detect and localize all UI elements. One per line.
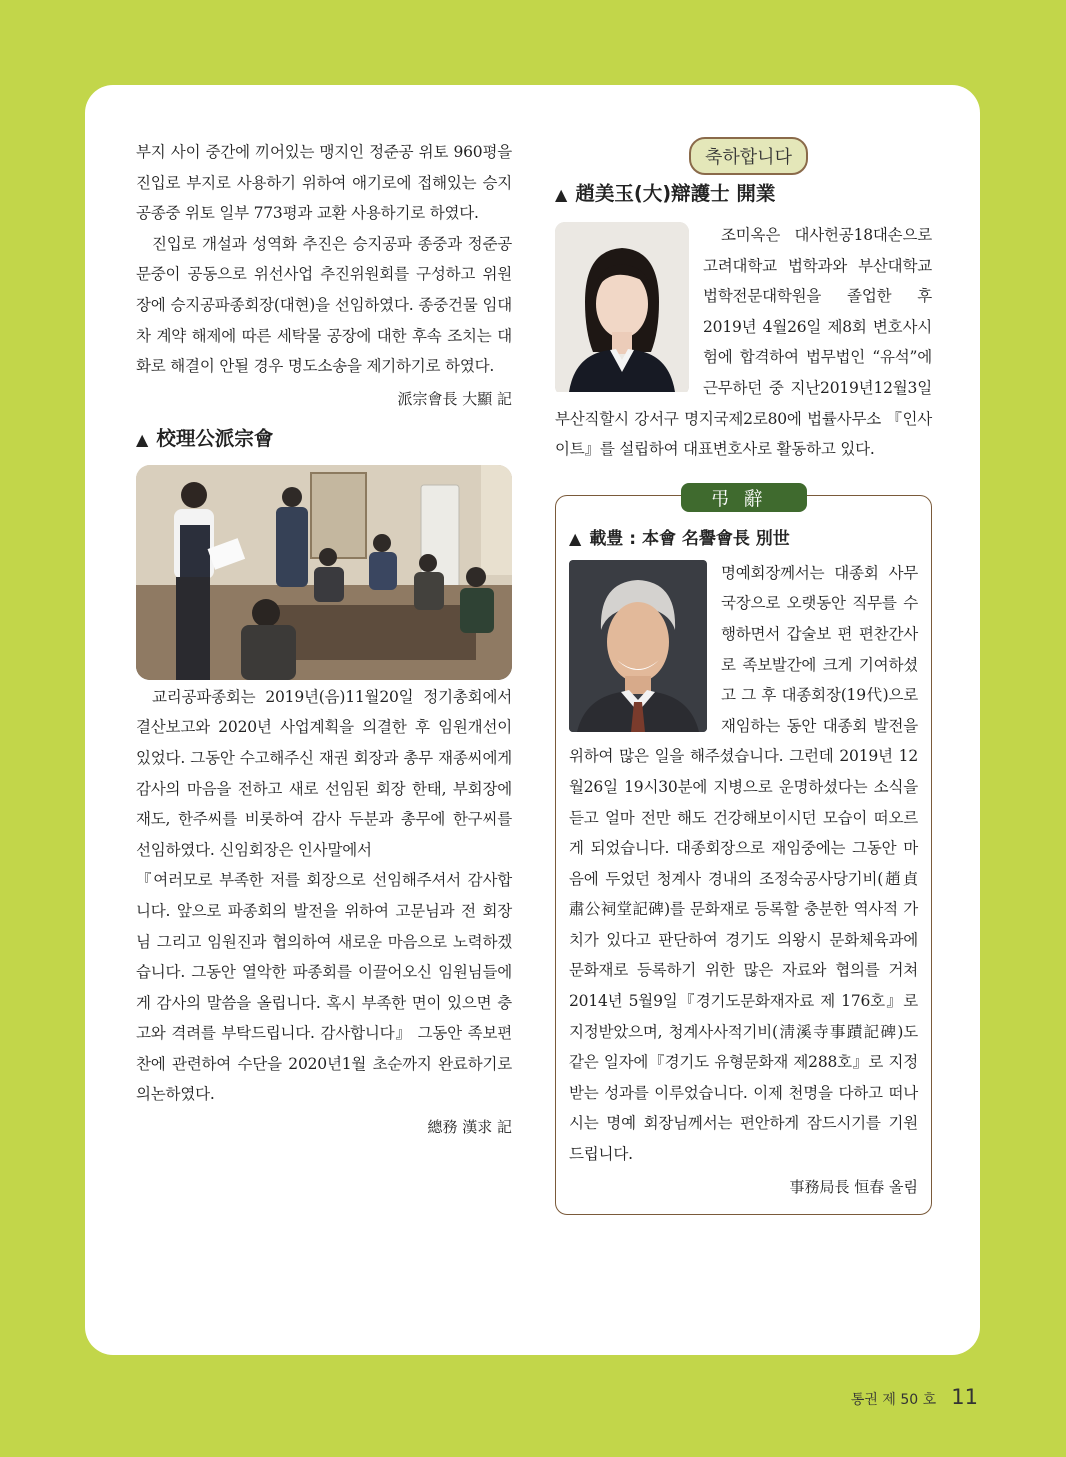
left-paragraph-4: 『여러모로 부족한 저를 회장으로 선임해주셔서 감사합니다. 앞으로 파종회의 발전을 위하여 고문님과 전 회장님 그리고 임원진과 협의하여 새로운 마음으로 노력하겠습니다. 그동안 열악한 파종회를 이끌어오신 임원님들에게 감사의 말씀을 올립니다. 혹시 부족한 면이 있으면 충고와 격려를 부탁드립니다. 감사합니다』 그동안 족보편찬에 관련하여 수단을 2020년1월 초순까지 완료하기로 의논하였다. — [136, 871, 512, 1104]
condolence-paragraph: 명예회장께서는 대종회 사무국장으로 오랫동안 직무를 수행하면서 갑술보 편 편찬간사로 족보발간에 크게 기여하셨고 그 후 대종회장(19代)으로 재임하는 동안 대종회 발전을 위하여 많은 일을 해주셨습니다. 그런데 2019년 12월26일 19시30분에 지병으로 운명하셨다는 소식을 듣고 얼마 전만 해도 건강해보이시던 모습이 떠오르게 되었습니다. 대종회장으로 재임중에는 그동안 마음에 두었던 청계사 경내의 조정숙공사당기비(趙貞肅公祠堂記碑)를 문화재로 등록할 충분한 역사적 가치가 있다고 판단하여 경기도 의왕시 문화체육과에 문화재로 등록하기 위한 많은 자료와 협의를 거쳐 2014년 5월9일『경기도문화재자료 제 176호』로 지정받았으며, 청계사사적기비(淸溪寺事蹟記碑)도 같은 일자에『경기도 유형문화재 제288호』로 지정받는 성과를 이루었습니다. 이제 천명을 다하고 떠나시는 명예 회장님께서는 편안하게 잠드시기를 기원 드립니다. — [569, 563, 918, 1164]
signature-daehyun: 派宗會長 大顯 記 — [397, 389, 512, 408]
left-paragraph-1: 부지 사이 중간에 끼어있는 맹지인 정준공 위토 960평을 진입로 부지로 사용하기 위하여 애기로에 접해있는 승지공종중 위토 일부 773평과 교환 사용하기로 하였다. — [136, 143, 512, 223]
meeting-photo-illustration — [136, 465, 512, 680]
left-paragraph-2-text: 진입로 개설과 성역화 추진은 승지공파 종중과 정준공 문중이 공동으로 위선사업 추진위원회를 구성하고 위원장에 승지공파종회장(대현)을 선임하였다. 종중건물 임대차 계약 해제에 따른 세탁물 공장에 대한 후속 조치는 대화로 해결이 안될 경우 명도소송을 제기하기로 하였다. — [136, 234, 512, 376]
condolence-box — [555, 487, 932, 1215]
page-number: 11 — [951, 1385, 978, 1409]
left-column — [136, 137, 512, 1142]
condolence-badge: 弔辭 — [680, 483, 806, 512]
condolence-heading — [569, 524, 918, 554]
lawyer-portrait-illustration — [555, 222, 689, 392]
honorary-chairman-portrait-illustration — [569, 560, 707, 732]
triangle-bullet-icon: ▲ — [136, 429, 149, 449]
signature-hangu: 總務 漢求 記 — [427, 1118, 512, 1137]
condolence-heading-text: 載豊 : 本會 名譽會長 別世 — [589, 528, 790, 549]
lawyer-paragraph: 조미옥은 대사헌공18대손으로 고려대학교 법학과와 부산대학교 법학전문대학원을 졸업한 후 2019년 4월26일 제8회 변호사시험에 합격하여 법무법인 “유석”에 근무하던 중 지난2019년12월3일 부산직할시 강서구 명지국제2로80에 법률사무소 『인사이트』를 설립하여 대표변호사로 활동하고 있다. — [555, 226, 932, 459]
left-paragraph-2 — [136, 229, 512, 382]
left-paragraph-3-text: 교리공파종회는 2019년(음)11월20일 정기총회에서 결산보고와 2020년 사업계획을 의결한 후 임원개선이 있었다. 그동안 수고해주신 재권 회장과 총무 재종씨에게 감사의 마음을 전하고 새로 선임된 회장 한태, 부회장에 재도, 한주씨를 비롯하여 감사 두분과 총무에 한구씨를 선임하였다. 신임회장은 인사말에서 — [136, 687, 512, 859]
signature-hangchun: 事務局長 恒春 올림 — [789, 1177, 918, 1196]
congrats-badge-wrap — [555, 137, 932, 175]
section-heading-gyori-text: 校理公派宗會 — [156, 426, 274, 450]
triangle-bullet-icon: ▲ — [555, 185, 568, 204]
triangle-bullet-icon: ▲ — [569, 528, 582, 548]
honorary-chairman-portrait — [569, 560, 707, 736]
meeting-photo — [136, 465, 512, 680]
lawyer-portrait — [555, 222, 689, 396]
lawyer-article — [555, 220, 932, 465]
section-heading-gyori — [136, 426, 512, 453]
right-column — [555, 137, 932, 1215]
congrats-badge: 축하합니다 — [689, 137, 808, 175]
left-paragraph-3 — [136, 682, 512, 866]
issue-label: 통권 제 50 호 — [850, 1392, 937, 1408]
section-heading-lawyer-text: 趙美玉(大)辯護士 開業 — [575, 182, 776, 205]
section-heading-lawyer — [555, 181, 932, 208]
page-footer — [851, 1385, 978, 1409]
page-card — [85, 85, 980, 1355]
